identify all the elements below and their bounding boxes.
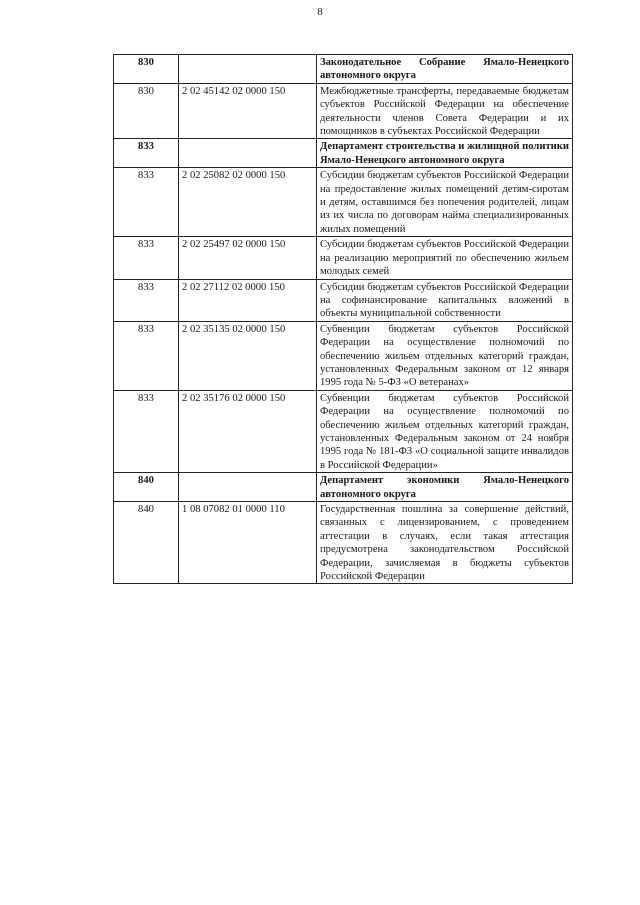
revenue-description-cell: Субсидии бюджетам субъектов Российской Федерации на реализацию мероприятий по обеспечению жильем молодых семей <box>317 237 573 279</box>
table-row-header <box>114 473 573 502</box>
admin-code-cell: 830 <box>114 55 179 84</box>
revenue-description-cell: Межбюджетные трансферты, передаваемые бюджетам субъектов Российской Федерации на обеспечение деятельности членов Совета Федерации и их помощников в субъектах Российской Федерации <box>317 83 573 139</box>
admin-code-cell: 833 <box>114 168 179 237</box>
admin-code-cell: 840 <box>114 473 179 502</box>
revenue-description-cell: Субсидии бюджетам субъектов Российской Федерации на софинансирование капитальных вложений в объекты муниципальной собственности <box>317 279 573 321</box>
admin-code-cell: 833 <box>114 279 179 321</box>
admin-code-cell: 830 <box>114 83 179 139</box>
kbk-code-cell: 2 02 35176 02 0000 150 <box>179 390 317 472</box>
table-row <box>114 83 573 139</box>
kbk-code-cell: 2 02 25082 02 0000 150 <box>179 168 317 237</box>
table-row <box>114 390 573 472</box>
kbk-code-cell: 1 08 07082 01 0000 110 <box>179 502 317 584</box>
revenue-description-cell: Субвенции бюджетам субъектов Российской Федерации на осуществление полномочий по обеспечению жильем отдельных категорий граждан, установленных Федеральным законом от 24 ноября 1995 года № 181-ФЗ «О социальной защите инвалидов в Российской Федерации» <box>317 390 573 472</box>
administrator-name-cell: Законодательное Собрание Ямало-Ненецкого автономного округа <box>317 55 573 84</box>
kbk-code-cell <box>179 473 317 502</box>
kbk-code-cell: 2 02 45142 02 0000 150 <box>179 83 317 139</box>
admin-code-cell: 833 <box>114 390 179 472</box>
table-row <box>114 502 573 584</box>
admin-code-cell: 833 <box>114 321 179 390</box>
table-row-header <box>114 55 573 84</box>
kbk-code-cell <box>179 139 317 168</box>
revenue-description-cell: Государственная пошлина за совершение действий, связанных с лицензированием, с проведением аттестации в случаях, если такая аттестация предусмотрена законодательством Российской Федерации, зачисляемая в бюджеты субъектов Российской Федерации <box>317 502 573 584</box>
table-row <box>114 168 573 237</box>
table-row <box>114 321 573 390</box>
admin-code-cell: 833 <box>114 139 179 168</box>
admin-code-cell: 840 <box>114 502 179 584</box>
administrator-name-cell: Департамент экономики Ямало-Ненецкого автономного округа <box>317 473 573 502</box>
kbk-code-cell: 2 02 35135 02 0000 150 <box>179 321 317 390</box>
kbk-code-cell <box>179 55 317 84</box>
revenue-description-cell: Субвенции бюджетам субъектов Российской Федерации на осуществление полномочий по обеспечению жильем отдельных категорий граждан, установленных Федеральным законом от 12 января 1995 года № 5-ФЗ «О ветеранах» <box>317 321 573 390</box>
kbk-code-cell: 2 02 25497 02 0000 150 <box>179 237 317 279</box>
revenue-description-cell: Субсидии бюджетам субъектов Российской Федерации на предоставление жилых помещений детям-сиротам и детям, оставшимся без попечения родителей, лицам из их числа по договорам найма специализированных жилых помещений <box>317 168 573 237</box>
revenue-codes-table <box>113 54 573 584</box>
admin-code-cell: 833 <box>114 237 179 279</box>
page-number: 8 <box>317 6 323 18</box>
table-row <box>114 279 573 321</box>
administrator-name-cell: Департамент строительства и жилищной политики Ямало-Ненецкого автономного округа <box>317 139 573 168</box>
table-row-header <box>114 139 573 168</box>
kbk-code-cell: 2 02 27112 02 0000 150 <box>179 279 317 321</box>
table-row <box>114 237 573 279</box>
